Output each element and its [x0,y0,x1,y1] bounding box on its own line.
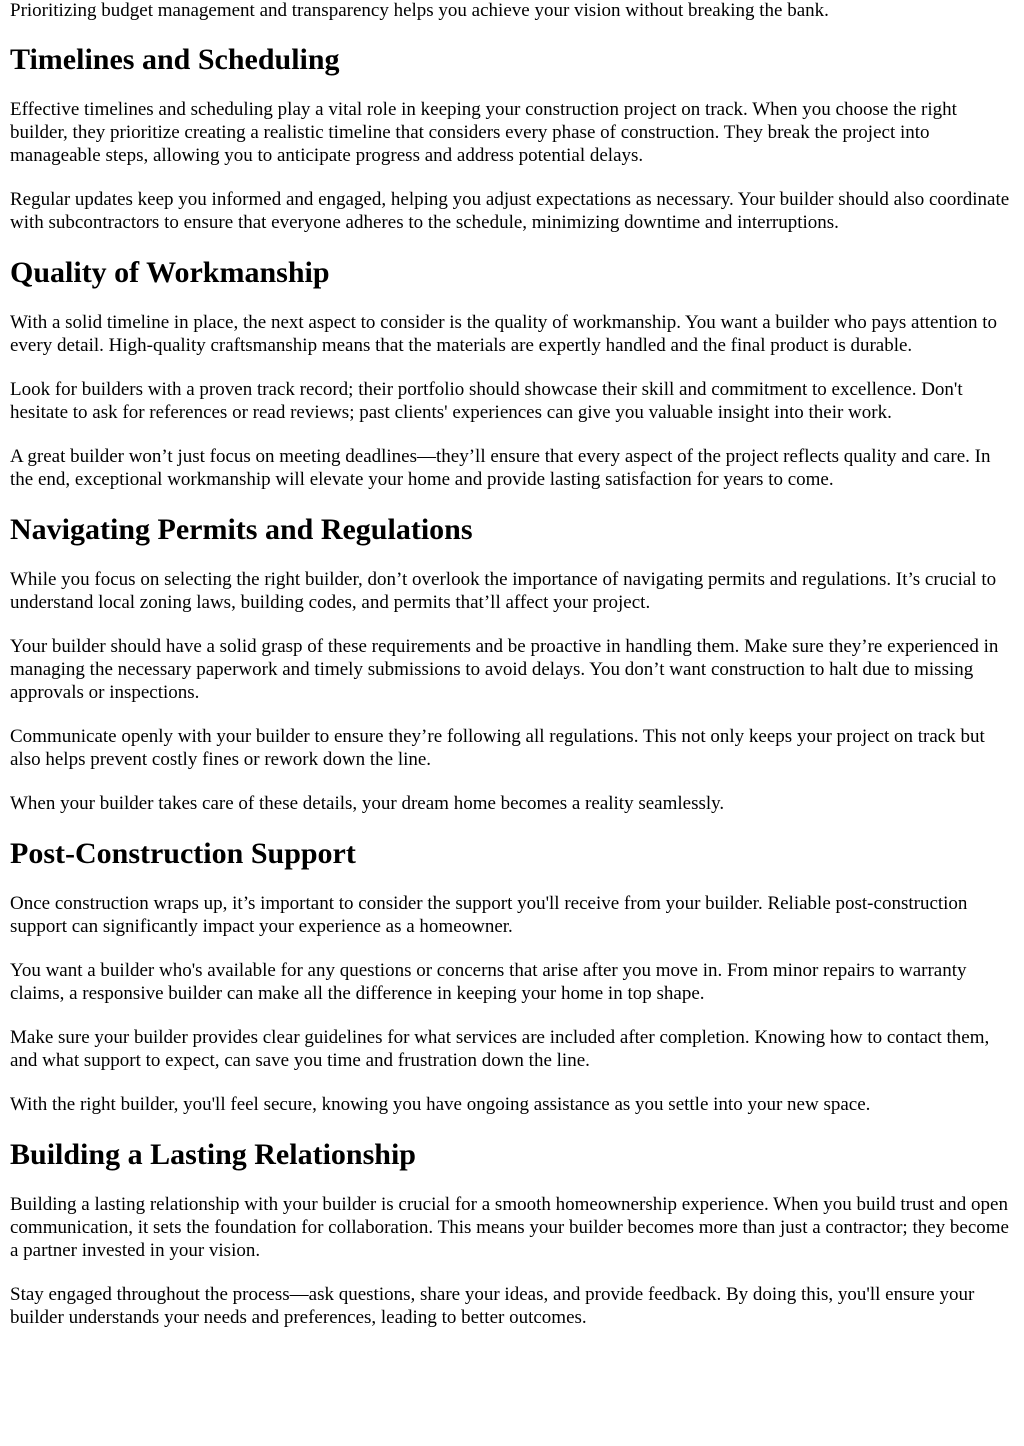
section-heading: Post-Construction Support [10,837,356,870]
section-relationship [10,1137,1016,1329]
section-quality [10,255,1016,491]
section-heading: Building a Lasting Relationship [10,1138,416,1171]
section-permits [10,512,1016,815]
paragraph: Effective timelines and scheduling play a vital role in keeping your construction project on track. When you choose the right builder, they prioritize creating a realistic timeline that considers every phase of construction. They break the project into manageable steps, allowing you to anticipate progress and address potential delays. [10,99,957,166]
paragraph: While you focus on selecting the right builder, don’t overlook the importance of navigating permits and regulations. It’s crucial to understand local zoning laws, building codes, and permits that’ll affect your project. [10,569,997,613]
section-heading: Quality of Workmanship [10,256,330,289]
paragraph: Regular updates keep you informed and engaged, helping you adjust expectations as necessary. Your builder should also coordinate with subcontractors to ensure that everyone adheres to the schedule, minimizing downtime and interruptions. [10,189,1010,233]
paragraph: Your builder should have a solid grasp of these requirements and be proactive in handling them. Make sure they’re experienced in managing the necessary paperwork and timely submissions to avoid delays. You don’t want construction to halt due to missing approvals or inspections. [10,636,999,703]
paragraph: When your builder takes care of these details, your dream home becomes a reality seamlessly. [10,793,725,814]
section-heading: Navigating Permits and Regulations [10,513,473,546]
paragraph: A great builder won’t just focus on meeting deadlines—they’ll ensure that every aspect of the project reflects quality and care. In the end, exceptional workmanship will elevate your home and provide lasting satisfaction for years to come. [10,446,991,490]
paragraph: Building a lasting relationship with your builder is crucial for a smooth homeownership experience. When you build trust and open communication, it sets the foundation for collaboration. This means your builder becomes more than just a contractor; they become a partner invested in your vision. [10,1194,1009,1261]
paragraph: With a solid timeline in place, the next aspect to consider is the quality of workmanship. You want a builder who pays attention to every detail. High-quality craftsmanship means that the materials are expertly handled and the final product is durable. [10,312,998,356]
section-heading: Timelines and Scheduling [10,43,340,76]
paragraph: Communicate openly with your builder to ensure they’re following all regulations. This not only keeps your project on track but also helps prevent costly fines or rework down the line. [10,726,985,770]
paragraph: Make sure your builder provides clear guidelines for what services are included after completion. Knowing how to contact them, and what support to expect, can save you time and frustration down the line. [10,1027,990,1071]
paragraph: Look for builders with a proven track record; their portfolio should showcase their skill and commitment to excellence. Don't hesitate to ask for references or read reviews; past clients' experiences can give you valuable insight into their work. [10,379,963,423]
section-timelines [10,42,1016,234]
paragraph: Once construction wraps up, it’s important to consider the support you'll receive from your builder. Reliable post-construction support can significantly impact your experience as a homeowner. [10,893,968,937]
paragraph: Stay engaged throughout the process—ask questions, share your ideas, and provide feedback. By doing this, you'll ensure your builder understands your needs and preferences, leading to better outcomes. [10,1284,975,1328]
paragraph: You want a builder who's available for any questions or concerns that arise after you move in. From minor repairs to warranty claims, a responsive builder can make all the difference in keeping your home in top shape. [10,960,967,1004]
intro-paragraph: Prioritizing budget management and transparency helps you achieve your vision without breaking the bank. [10,0,829,21]
paragraph: With the right builder, you'll feel secure, knowing you have ongoing assistance as you settle into your new space. [10,1094,871,1115]
section-post-construction [10,836,1016,1116]
